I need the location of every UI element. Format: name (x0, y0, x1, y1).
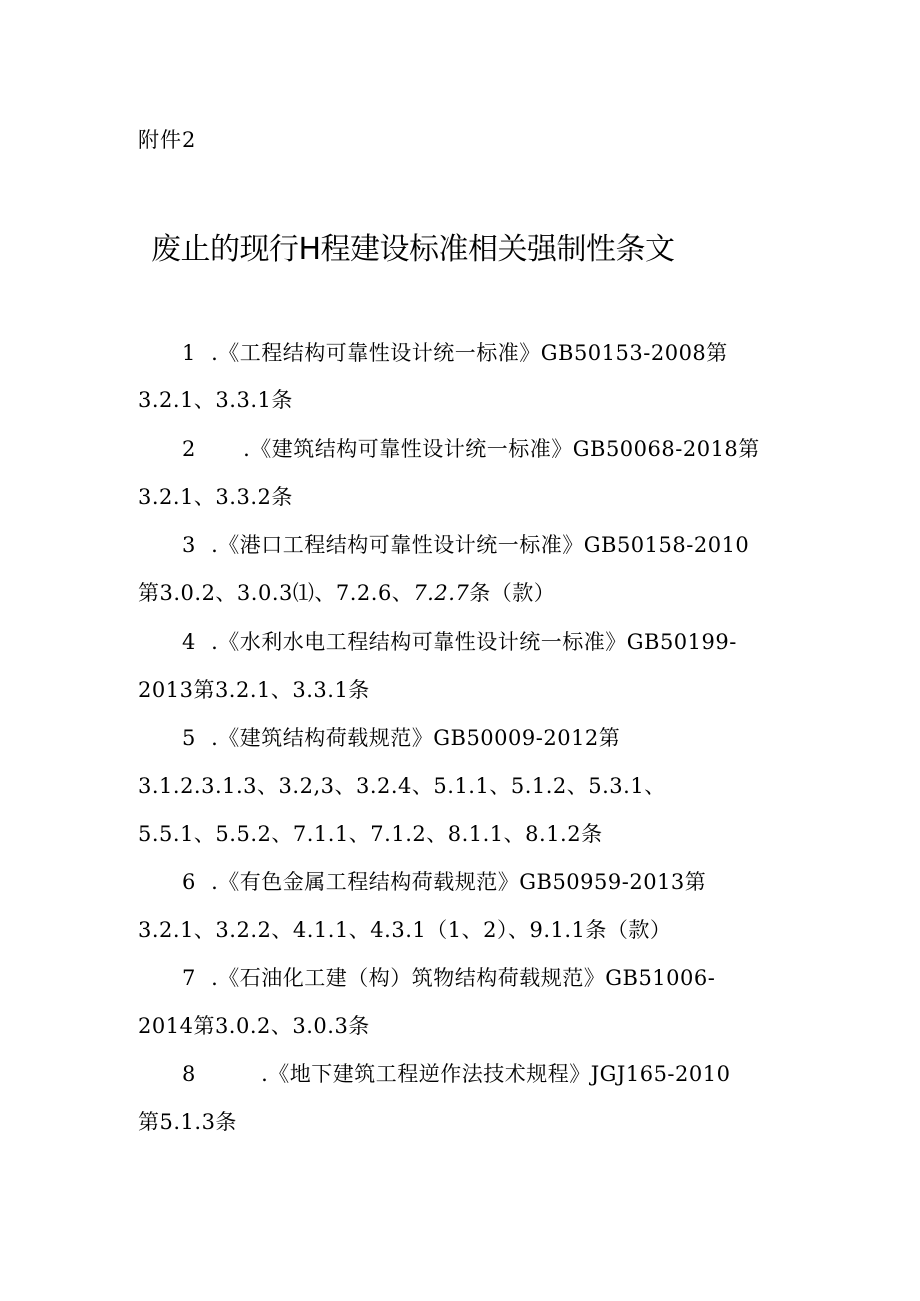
item-text: .《工程结构可靠性设计统一标准》GB50153-2008第 (211, 341, 728, 365)
list-item-3 (182, 529, 749, 559)
list-item-2 (182, 433, 760, 463)
item-continuation: 2014第3.0.2、3.0.3条 (138, 1014, 370, 1038)
item-number: 8 (182, 1062, 196, 1086)
item-continuation: 2013第3.2.1、3.3.1条 (138, 678, 370, 702)
document-title: 废止的现行H程建设标准相关强制性条文 (151, 232, 675, 267)
item-number: 6 (182, 870, 196, 894)
item-text: .《建筑结构可靠性设计统一标准》GB50068-2018第 (243, 437, 760, 461)
item-continuation: 5.5.1、5.5.2、7.1.1、7.1.2、8.1.1、8.1.2条 (138, 822, 603, 846)
list-item-6 (182, 866, 706, 896)
clause-text: 第3.0.2、3.0.3⑴、7.2.6、 (138, 581, 414, 605)
clause-italic: 7.2.7 (413, 581, 470, 605)
item-number: 3 (182, 533, 196, 557)
attachment-label: 附件2 (138, 128, 197, 152)
item-continuation (138, 577, 555, 607)
item-text: .《有色金属工程结构荷载规范》GB50959-2013第 (211, 870, 707, 894)
item-number: 4 (182, 630, 196, 654)
list-item-4 (182, 626, 737, 656)
item-text: .《石油化工建（构）筑物结构荷载规范》GB51006- (211, 966, 716, 990)
item-number: 5 (182, 726, 196, 750)
item-number: 1 (182, 341, 196, 365)
list-item-5 (182, 722, 620, 752)
list-item-1 (182, 337, 728, 367)
item-text: .《建筑结构荷载规范》GB50009-2012第 (211, 726, 621, 750)
list-item-7 (182, 962, 715, 992)
list-item-8 (182, 1058, 730, 1088)
item-continuation: 3.2.1、3.3.1条 (138, 388, 293, 412)
item-continuation: 第5.1.3条 (138, 1110, 237, 1134)
item-number: 2 (182, 437, 196, 461)
item-text: .《水利水电工程结构可靠性设计统一标准》GB50199- (211, 630, 737, 654)
item-continuation: 3.2.1、3.3.2条 (138, 485, 293, 509)
item-text: .《港口工程结构可靠性设计统一标准》GB50158-2010 (211, 533, 750, 557)
item-text: .《地下建筑工程逆作法技术规程》JGJ165-2010 (261, 1062, 731, 1086)
item-number: 7 (182, 966, 196, 990)
item-continuation: 3.1.2.3.1.3、3.2,3、3.2.4、5.1.1、5.1.2、5.3.1、 (138, 774, 666, 798)
clause-suffix: 条（款） (469, 581, 556, 605)
item-continuation: 3.2.1、3.2.2、4.1.1、4.3.1（1、2）、9.1.1条（款） (138, 918, 672, 942)
